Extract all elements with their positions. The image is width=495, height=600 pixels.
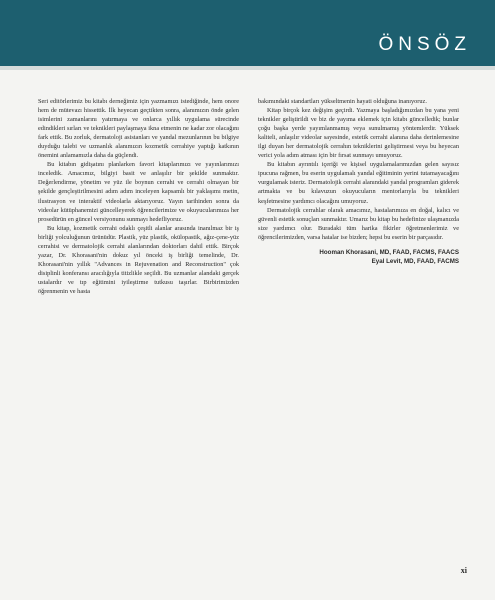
signature-line: Eyal Levit, MD, FAAD, FACMS — [371, 257, 459, 265]
left-column — [38, 97, 239, 296]
paragraph: Kitap birçok kez değişim geçirdi. Yazmaya başladığımızdan bu yana yeni teknikler geliştirildi ve biz de yayıma eklemek için kitabı güncelledik; bunlar çoğu başka yerde yayımlanmamış veya sunulmamış yöntemlerdir. Yüksek kaliteli, anlaşılır videolar sayesinde, estetik cerrahi alanına daha derinlemesine ilgi duyan her dermatolojik cerrahın tekniklerini geliştirmesi veya bu heyecan verici yola adım atması için bir fırsat sunmayı umuyoruz. — [258, 107, 459, 160]
header-band — [0, 0, 495, 66]
paragraph: Seri editörlerimiz bu kitabı derneğimiz için yazmamızı istediğinde, hem onore hem de mütevazı hissettik. İlk heyecan geçtikten sonra, alanımızın önde gelen isimlerini zamanlarını yatırmaya ve onlarca yıllık uygulama sürecinde edindikleri sırları ve teknikleri paylaşmaya ikna etmenin ne kadar zor olacağını fark ettik. Bu zorluk, dermatoloji asistanları ve yandal mezunlarının bu bilgiye duyduğu talebi ve uzmanlık alanımızın kozmetik cerrahiye yaptığı katkının önemini anlamamızla daha da güçlendi. — [38, 98, 239, 160]
paragraph: Bu kitabın ayrıntılı içeriği ve kişisel uygulamalarımızdan gelen sayısız ipucuna rağmen, bu eserin uygulamalı yandal eğitiminin yerini tutamayacağını vurgulamak isteriz. Dermatolojik cerrahi alanındaki yandal programları giderek artmakta ve bu kılavuzun okuyucuların mentorlarıyla bu teknikleri keşfetmesine yardımcı olacağını umuyoruz. — [258, 161, 459, 205]
paragraph: Dermatolojik cerrahlar olarak amacımız, hastalarımıza en doğal, kalıcı ve güvenli estetik sonuçları sunmaktır. Umarız bu kitap bu hedefinize ulaşmanızda size yardımcı olur. Buradaki tüm harika fikirler öğretmenlerimiz ve öğrencilerimizden, varsa hatalar ise bizden; hepsi bu eserin bir parçasıdır. — [258, 206, 459, 241]
signature-block — [258, 248, 459, 266]
page-title: ÖNSÖZ — [378, 34, 471, 55]
paragraph: Bu kitap, kozmetik cerrahi odaklı çeşitli alanlar arasında inanılmaz bir iş birliği yolculuğunun ürünüdür. Plastik, yüz plastik, okülopastik, ağız-çene-yüz cerrahisi ve dermatolojik cerrahi alanlarından doktorları dahil ettik. Birçok yazar, Dr. Khorasani'nin dokuz yıl önceki iş birliği temelinde, Dr. Khorasani'nin yıllık "Advances in Rejuvenation and Reconstruction" çok disiplinli konferansı aracılığıyla titizlikle seçildi. Bu uzmanlar alandaki gerçek ustalardır ve tıp eğitimini iyileştirme tutkusu taşırlar. Birbirimizden öğrenmenin ve hasta — [38, 224, 239, 295]
page-number: xi — [460, 566, 467, 575]
signature-line: Hooman Khorasani, MD, FAAD, FACMS, FAACS — [319, 248, 459, 256]
right-column — [258, 97, 459, 266]
paragraph: bakımındaki standartları yükseltmenin hayati olduğuna inanıyoruz. — [258, 98, 427, 105]
paragraph: Bu kitabın gidişatını planlarken favori kitaplarımızı ve yayınlarımızı inceledik. Amacımız, bilgiyi basit ve anlaşılır bir şekilde sunmaktır. Değerlendirme, yönetim ve yüz ile boynun cerrahi ve cerrahi olmayan bir şekilde gençleştirilmesini adım adım inceleyen kapsamlı bir yaklaşımı metin, ilustrasyon ve interaktif videolarla aktarıyoruz. Yayın tarihinden sonra da videolar kütüphanemizi güncelleyerek öğrencilerimize ve okuyucularımıza her prosedürün en güncel versiyonunu sunmayı hedefliyoruz. — [38, 161, 239, 223]
